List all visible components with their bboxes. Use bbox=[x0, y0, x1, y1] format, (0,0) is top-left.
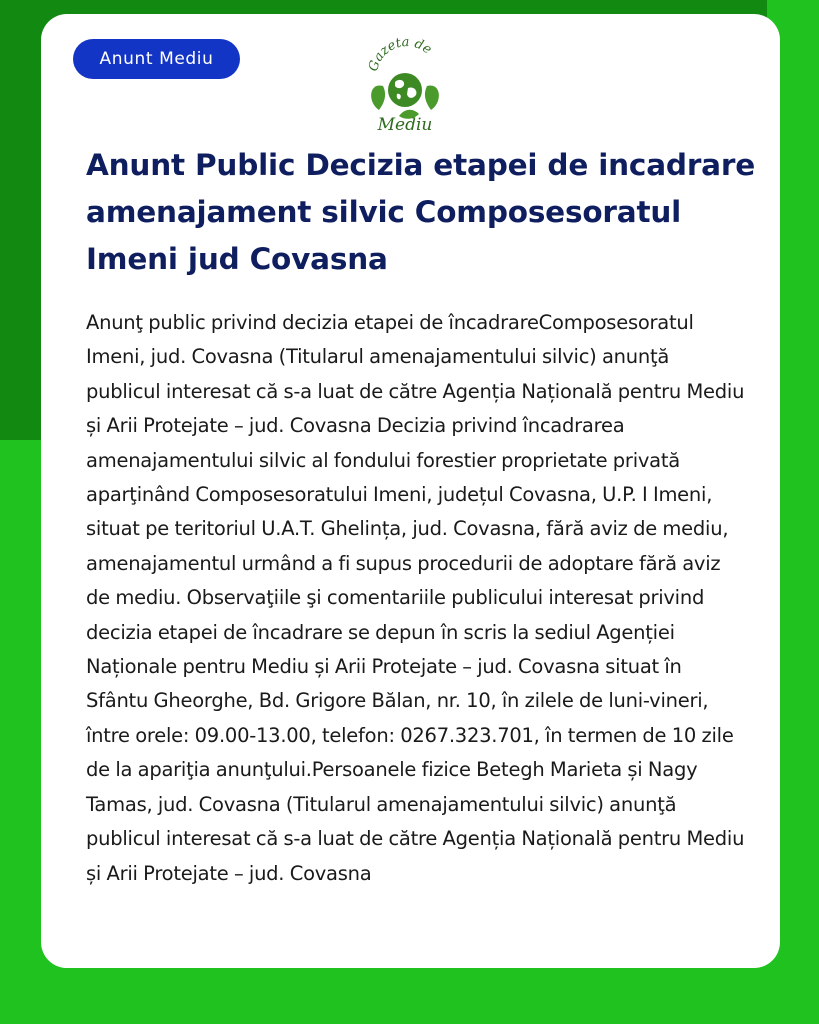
page-title: Anunt Public Decizia etapei de incadrare amenajament silvic Composesoratul Imeni jud Covasna bbox=[86, 148, 756, 276]
logo-top-text: Gazeta de bbox=[366, 34, 435, 74]
announcement-card bbox=[41, 14, 780, 968]
leaf-left-shape bbox=[371, 85, 385, 110]
category-badge[interactable]: Anunt Mediu bbox=[73, 39, 240, 79]
globe-shape bbox=[388, 73, 422, 107]
card-bottom-fade bbox=[41, 948, 780, 968]
gazeta-de-mediu-logo bbox=[355, 32, 455, 132]
svg-text:Gazeta de bbox=[366, 35, 435, 73]
leaf-right-shape bbox=[425, 85, 439, 110]
announcement-body: Anunţ public privind decizia etapei de încadrareComposesoratul Imeni, jud. Covasna (Titularul amenajamentului silvic) anunţă publicul interesat că s-a luat de către Agenția Națională pentru Mediu și Arii Protejate – jud. Covasna Decizia privind încadrarea amenajamentului silvic al fondului forestier proprietate privată aparţinând Composesoratului Imeni, județul Covasna, U.P. I Imeni, situat pe teritoriul U.A.T. Ghelința, jud. Covasna, fără aviz de mediu, amenajamentul urmând a fi supus procedurii de adoptare fără aviz de mediu. Observaţiile şi comentariile publicului interesat privind decizia etapei de încadrare se depun în scris la sediul Agenției Naționale pentru Mediu și Arii Protejate – jud. Covasna situat în Sfântu Gheorghe, Bd. Grigore Bălan, nr. 10, în zilele de luni-vineri, între orele: 09.00-13.00, telefon: 0267.323.701, în termen de 10 zile de la apariţia anunţului.Persoanele fizice Betegh Marieta și Nagy Tamas, jud. Covasna (Titularul amenajamentului silvic) anunţă publicul interesat că s-a luat de către Agenția Națională pentru Mediu și Arii Protejate – jud. Covasna bbox=[86, 311, 745, 885]
logo-bottom-text: Mediu bbox=[377, 115, 433, 132]
